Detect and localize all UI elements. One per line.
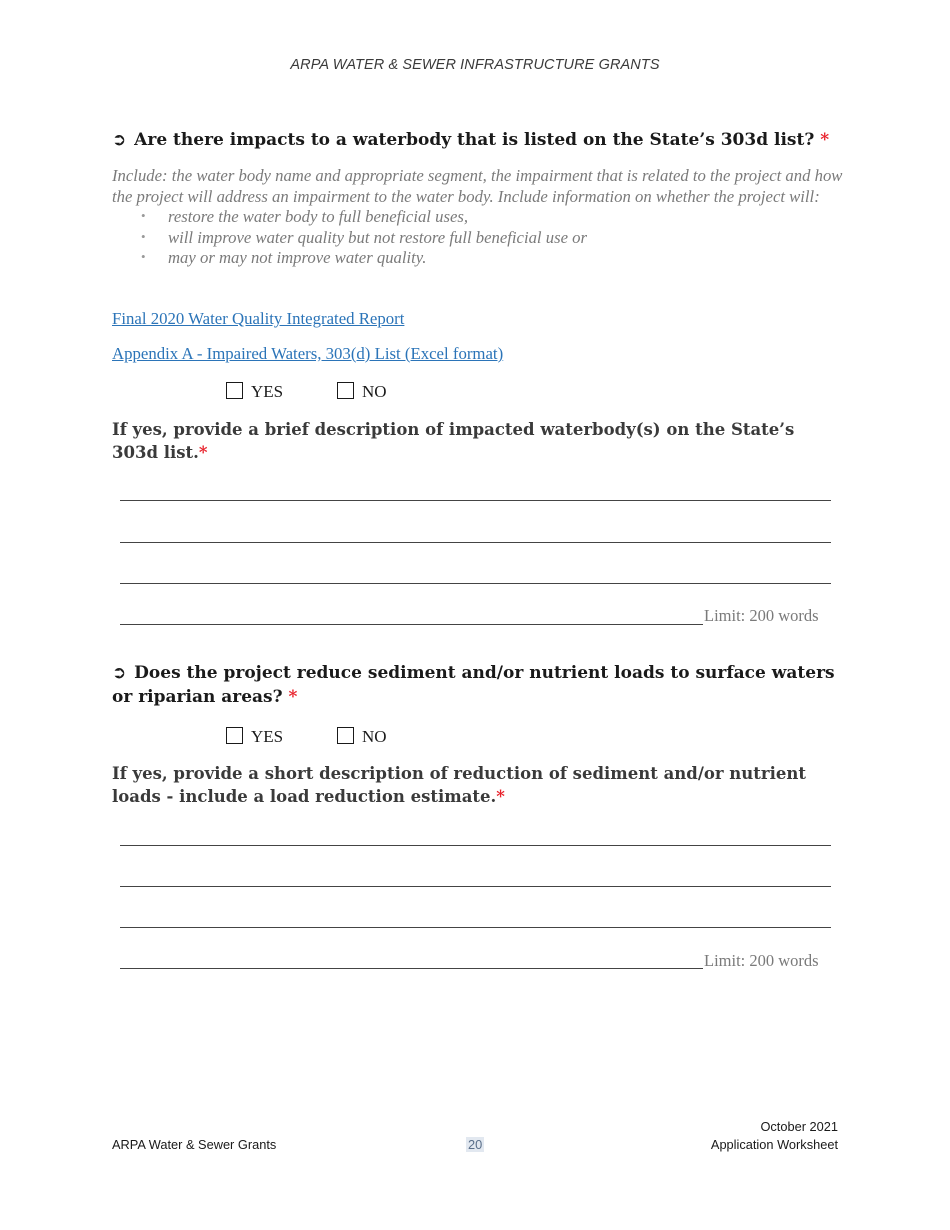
no-label: NO xyxy=(362,727,387,746)
required-marker: * xyxy=(820,130,830,150)
answer-line[interactable] xyxy=(120,886,831,887)
question-303d-text: Are there impacts to a waterbody that is listed on the State’s 303d list? xyxy=(134,130,815,150)
checkbox-icon[interactable] xyxy=(226,727,243,744)
yes-label: YES xyxy=(251,382,284,401)
question-sediment-text: Does the project reduce sediment and/or nutrient loads to surface waters or riparian areas? xyxy=(112,663,835,707)
answer-line[interactable] xyxy=(120,845,831,846)
arrow-icon: ➲ xyxy=(112,130,127,150)
followup-303d xyxy=(112,418,838,464)
footer-right xyxy=(711,1119,838,1152)
no-checkbox-sediment[interactable] xyxy=(337,727,387,747)
page-number xyxy=(466,1136,484,1154)
required-marker: * xyxy=(288,687,298,707)
required-marker: * xyxy=(198,443,208,462)
question-sediment xyxy=(112,661,840,709)
checkbox-icon[interactable] xyxy=(226,382,243,399)
yes-label: YES xyxy=(251,727,284,746)
required-marker: * xyxy=(496,787,505,806)
no-checkbox-303d[interactable] xyxy=(337,382,387,402)
no-label: NO xyxy=(362,382,387,401)
word-limit-note: Limit: 200 words xyxy=(704,606,819,625)
followup-303d-text: If yes, provide a brief description of impacted waterbody(s) on the State’s 303d list. xyxy=(112,420,795,462)
answer-line[interactable] xyxy=(120,927,831,928)
question-303d xyxy=(112,128,840,152)
checkbox-icon[interactable] xyxy=(337,382,354,399)
answer-line[interactable] xyxy=(120,624,703,625)
link-water-quality-report[interactable]: Final 2020 Water Quality Integrated Report xyxy=(112,309,405,328)
page-number-text: 20 xyxy=(468,1137,483,1152)
answer-line[interactable] xyxy=(120,500,831,501)
answer-line[interactable] xyxy=(120,583,831,584)
followup-sediment-text: If yes, provide a short description of reduction of sediment and/or nutrient loads - include a load reduction estimate. xyxy=(112,764,806,806)
answer-line[interactable] xyxy=(120,542,831,543)
yes-checkbox-sediment[interactable] xyxy=(226,727,283,747)
checkbox-icon[interactable] xyxy=(337,727,354,744)
help-bullet: • will improve water quality but not restore full beneficial use or xyxy=(168,228,847,249)
page-header: ARPA WATER & SEWER INFRASTRUCTURE GRANTS xyxy=(290,57,660,73)
help-text-paragraph: Include: the water body name and appropriate segment, the impairment that is related to the project and how the project will address an impairment to the water body. Include information on whether the project will: xyxy=(112,166,843,206)
followup-sediment xyxy=(112,762,838,808)
link-impaired-waters-list[interactable]: Appendix A - Impaired Waters, 303(d) List (Excel format) xyxy=(112,344,504,363)
footer-date: October 2021 xyxy=(760,1119,838,1134)
help-bullet: • may or may not improve water quality. xyxy=(168,248,847,269)
help-bullet: • restore the water body to full beneficial uses, xyxy=(168,207,847,228)
arrow-icon: ➲ xyxy=(112,663,127,683)
help-bullet-list xyxy=(112,207,847,269)
help-text-303d xyxy=(112,166,847,269)
footer-left: ARPA Water & Sewer Grants xyxy=(112,1137,277,1152)
footer-doc-title: Application Worksheet xyxy=(710,1137,838,1152)
yes-checkbox-303d[interactable] xyxy=(226,382,283,402)
answer-line[interactable] xyxy=(120,968,703,969)
word-limit-note: Limit: 200 words xyxy=(704,951,819,970)
